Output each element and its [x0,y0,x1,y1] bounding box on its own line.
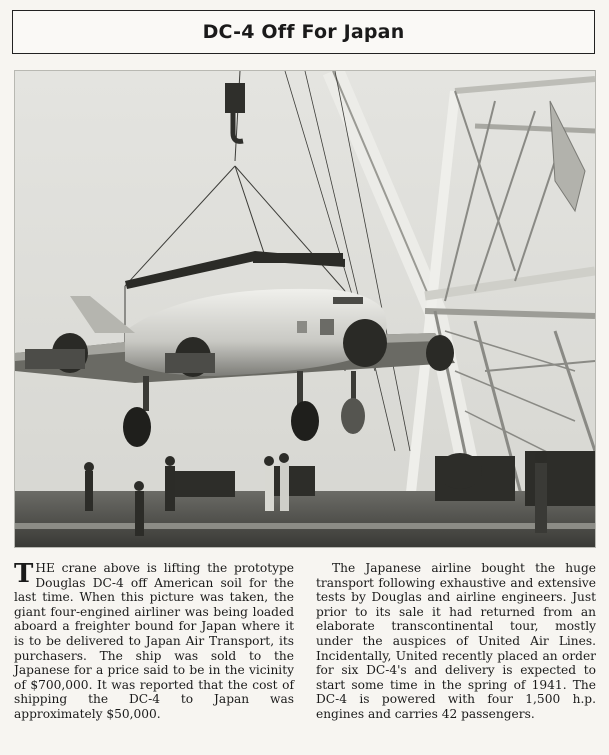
title-box [12,10,595,54]
photo-dc4-crane [14,70,596,548]
article-column-2 [316,561,596,751]
article-paragraph-2: The Japanese airline bought the huge transport following exhaustive and extensive tests by Douglas and airline engineers. Just prior to its sale it had returned from an elaborate transcontinental tour, mostly under the auspices of United Air Lines. Incidentally, United recently placed an order for six DC-4's and delivery is expected to start some time in the spring of 1941. The DC-4 is powered with four 1,500 h.p. engines and carries 42 passengers. [316,561,596,721]
article-column-1 [14,561,294,751]
article-paragraph-1: HE crane above is lifting the prototype Douglas DC-4 off American soil for the last time. When this picture was taken, the giant four-engined airliner was being loaded aboard a freighter bound for Japan where it is to be delivered to Japan Air Transport, its purchasers. The ship was sold to the Japanese for a price said to be in the vicinity of $700,000. It was reported that the cost of shipping the DC-4 to Japan was approximately $50,000. [14,561,294,721]
article-columns [14,561,596,751]
drop-cap: T [14,559,34,589]
page-title: DC-4 Off For Japan [202,21,405,43]
